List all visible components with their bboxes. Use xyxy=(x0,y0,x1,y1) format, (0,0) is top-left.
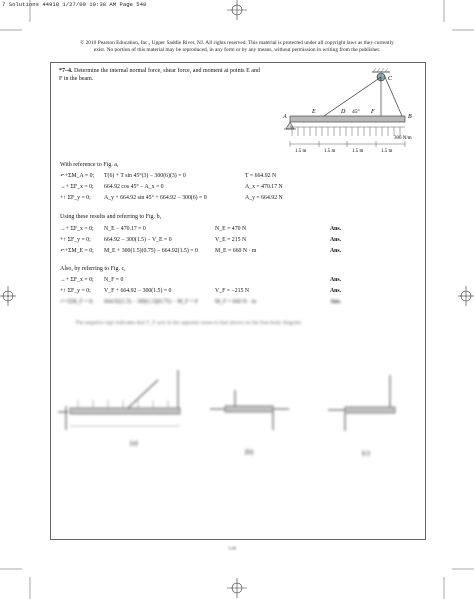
fbd-b xyxy=(205,370,295,460)
equation-expr: A_y + 664.92 sin 45° + 664.92 − 300(6) = 0 xyxy=(104,195,207,201)
equation-result: N_E = 470 N xyxy=(215,226,247,232)
fbd-caption-c: (c) xyxy=(362,449,370,457)
answer-tag: Ans. xyxy=(330,299,342,305)
equilibrium-label: ↶+ΣM_A = 0; xyxy=(60,173,95,179)
dim-2: 1.5 m xyxy=(324,149,336,154)
equilibrium-label: →+ ΣF_x = 0; xyxy=(60,184,94,190)
equation-expr: 664.92(1.5) − 300(1.5)(0.75) − M_F = 0 xyxy=(104,299,198,305)
equation-row xyxy=(60,237,360,247)
fbd-c xyxy=(320,365,420,465)
intro-fig-b: Using these results and referring to Fig. b, xyxy=(60,214,162,220)
equation-row xyxy=(60,299,360,309)
equilibrium-label: +↑ ΣF_y = 0; xyxy=(60,237,91,243)
equation-result: A_y = 664.92 N xyxy=(245,195,283,201)
fbd-caption-a: (a) xyxy=(130,439,138,447)
equation-result: A_x = 470.17 N xyxy=(245,184,283,190)
dim-3: 1.5 m xyxy=(352,149,364,154)
equation-row xyxy=(60,173,360,183)
label-load: 300 N/m xyxy=(394,136,412,141)
equation-result: V_F = −215 N xyxy=(215,288,250,294)
equation-expr: N_F = 0 xyxy=(104,277,124,283)
equation-expr: V_F + 664.92 − 300(1.5) = 0 xyxy=(104,288,172,294)
dim-1: 1.5 m xyxy=(295,149,307,154)
answer-tag: Ans. xyxy=(330,226,342,232)
equation-expr: M_E + 300(1.5)(0.75) − 664.92(1.5) = 0 xyxy=(104,248,198,254)
equilibrium-label: +↑ ΣF_y = 0; xyxy=(60,195,91,201)
copyright-line-1: © 2010 Pearson Education, Inc., Upper Saddle River, NJ. All rights reserved. This material is protected under all copyright laws as they currently xyxy=(80,40,394,46)
answer-tag: Ans. xyxy=(330,237,342,243)
label-a: A xyxy=(283,114,287,120)
equation-expr: T(6) + T sin 45°(3) − 300(6)(3) = 0 xyxy=(104,173,186,179)
equation-result: T = 664.92 N xyxy=(245,173,277,179)
problem-statement xyxy=(59,68,264,84)
label-angle: 45° xyxy=(352,109,360,115)
label-d: D xyxy=(341,109,346,115)
answer-tag: Ans. xyxy=(330,288,342,294)
problem-text: Determine the internal normal force, shear force, and moment at points E and F in the beam. xyxy=(59,68,260,82)
copyright-line-2: exist. No portion of this material may be reproduced, in any form or by any means, without permission in writing from the publisher. xyxy=(93,47,381,54)
intro-fig-a: With reference to Fig. a, xyxy=(60,162,119,168)
running-head: 7 Solutions 44918 1/27/09 10:38 AM Page 548 xyxy=(2,1,147,8)
answer-tag: Ans. xyxy=(330,277,342,283)
problem-number: *7–4. xyxy=(59,68,73,74)
label-b: B xyxy=(408,114,412,120)
beam-figure xyxy=(272,66,422,162)
label-f: F xyxy=(371,109,375,115)
page-number: 548 xyxy=(228,546,237,552)
equation-row xyxy=(60,248,360,258)
equilibrium-label: ↶+ΣM_E = 0; xyxy=(60,248,94,254)
equation-result: M_F = 660 N · m xyxy=(215,299,257,305)
fbd-caption-b: (b) xyxy=(245,448,254,456)
equation-expr: N_E − 470.17 = 0 xyxy=(104,226,146,232)
equation-row xyxy=(60,195,360,205)
equation-expr: 664.92 − 300(1.5) − V_E = 0 xyxy=(104,237,172,243)
copyright-notice xyxy=(30,40,444,54)
equation-row xyxy=(60,277,360,287)
dim-4: 1.5 m xyxy=(381,149,393,154)
fbd-a xyxy=(58,350,208,450)
equilibrium-label: +↑ ΣF_y = 0; xyxy=(60,288,91,294)
intro-fig-c: Also, by referring to Fig. c, xyxy=(60,266,126,272)
equilibrium-label: →+ ΣF_x = 0; xyxy=(60,277,94,283)
equation-row xyxy=(60,288,360,298)
equation-row xyxy=(60,226,360,236)
equation-result: V_E = 215 N xyxy=(215,237,247,243)
label-e: E xyxy=(312,109,316,115)
equation-expr: 664.92 cos 45° − A_x = 0 xyxy=(104,184,164,190)
label-c: C xyxy=(388,76,393,82)
equilibrium-label: ↶+ΣM_F = 0; xyxy=(60,299,94,305)
equation-row xyxy=(60,184,360,194)
equation-result: M_E = 660 N · m xyxy=(215,248,257,254)
sign-note: The negative sign indicates that V_F acts in the opposite sense to that shown on the free-body diagram. xyxy=(75,320,303,326)
answer-tag: Ans. xyxy=(330,248,342,254)
equilibrium-label: →+ ΣF_x = 0; xyxy=(60,226,94,232)
